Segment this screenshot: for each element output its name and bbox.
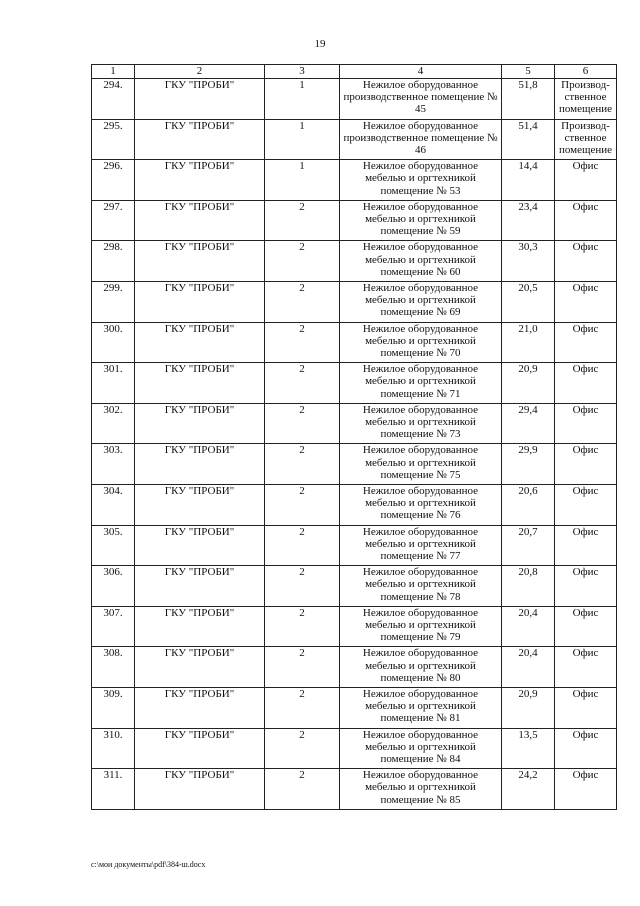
usage-purpose-cell: Офис (555, 363, 617, 404)
floor-cell: 2 (265, 281, 340, 322)
floor-cell: 2 (265, 363, 340, 404)
row-number-cell: 310. (92, 728, 135, 769)
table-row (92, 566, 617, 607)
row-number-cell: 301. (92, 363, 135, 404)
organization-cell: ГКУ "ПРОБИ" (135, 647, 265, 688)
organization-cell: ГКУ "ПРОБИ" (135, 687, 265, 728)
premises-description-cell: Нежилое оборудованное мебелью и оргтехникой помещение № 59 (340, 200, 502, 241)
usage-purpose-cell: Офис (555, 647, 617, 688)
organization-cell: ГКУ "ПРОБИ" (135, 606, 265, 647)
area-sqm-cell: 21,0 (502, 322, 555, 363)
column-header: 5 (502, 65, 555, 79)
row-number-cell: 306. (92, 566, 135, 607)
usage-purpose-cell: Офис (555, 525, 617, 566)
column-header: 1 (92, 65, 135, 79)
premises-description-cell: Нежилое оборудованное производственное помещение № 45 (340, 79, 502, 120)
table-row (92, 79, 617, 120)
premises-description-cell: Нежилое оборудованное производственное помещение № 46 (340, 119, 502, 160)
premises-table (91, 64, 617, 810)
row-number-cell: 303. (92, 444, 135, 485)
area-sqm-cell: 20,4 (502, 647, 555, 688)
column-header: 2 (135, 65, 265, 79)
usage-purpose-cell: Офис (555, 403, 617, 444)
premises-description-cell: Нежилое оборудованное мебелью и оргтехникой помещение № 80 (340, 647, 502, 688)
floor-cell: 1 (265, 119, 340, 160)
row-number-cell: 302. (92, 403, 135, 444)
usage-purpose-cell: Офис (555, 606, 617, 647)
usage-purpose-cell: Офис (555, 241, 617, 282)
usage-purpose-cell: Производ-ственное помещение (555, 119, 617, 160)
organization-cell: ГКУ "ПРОБИ" (135, 119, 265, 160)
area-sqm-cell: 20,5 (502, 281, 555, 322)
document-file-path: c:\мои документы\pdf\384-ш.docx (91, 860, 206, 869)
premises-description-cell: Нежилое оборудованное мебелью и оргтехникой помещение № 71 (340, 363, 502, 404)
premises-description-cell: Нежилое оборудованное мебелью и оргтехникой помещение № 76 (340, 484, 502, 525)
usage-purpose-cell: Офис (555, 281, 617, 322)
floor-cell: 2 (265, 769, 340, 810)
table-row (92, 363, 617, 404)
area-sqm-cell: 24,2 (502, 769, 555, 810)
row-number-cell: 294. (92, 79, 135, 120)
row-number-cell: 300. (92, 322, 135, 363)
organization-cell: ГКУ "ПРОБИ" (135, 403, 265, 444)
organization-cell: ГКУ "ПРОБИ" (135, 281, 265, 322)
area-sqm-cell: 14,4 (502, 160, 555, 201)
column-header: 3 (265, 65, 340, 79)
premises-description-cell: Нежилое оборудованное мебелью и оргтехникой помещение № 75 (340, 444, 502, 485)
organization-cell: ГКУ "ПРОБИ" (135, 525, 265, 566)
row-number-cell: 298. (92, 241, 135, 282)
table-row (92, 728, 617, 769)
floor-cell: 2 (265, 403, 340, 444)
usage-purpose-cell: Производ-ственное помещение (555, 79, 617, 120)
table-body (92, 79, 617, 810)
table-row (92, 687, 617, 728)
table-header-row (92, 65, 617, 79)
floor-cell: 2 (265, 606, 340, 647)
organization-cell: ГКУ "ПРОБИ" (135, 160, 265, 201)
organization-cell: ГКУ "ПРОБИ" (135, 728, 265, 769)
area-sqm-cell: 29,4 (502, 403, 555, 444)
area-sqm-cell: 20,9 (502, 687, 555, 728)
organization-cell: ГКУ "ПРОБИ" (135, 241, 265, 282)
floor-cell: 1 (265, 160, 340, 201)
area-sqm-cell: 29,9 (502, 444, 555, 485)
usage-purpose-cell: Офис (555, 444, 617, 485)
floor-cell: 2 (265, 322, 340, 363)
usage-purpose-cell: Офис (555, 566, 617, 607)
area-sqm-cell: 23,4 (502, 200, 555, 241)
floor-cell: 2 (265, 647, 340, 688)
organization-cell: ГКУ "ПРОБИ" (135, 566, 265, 607)
premises-description-cell: Нежилое оборудованное мебелью и оргтехникой помещение № 79 (340, 606, 502, 647)
organization-cell: ГКУ "ПРОБИ" (135, 322, 265, 363)
premises-description-cell: Нежилое оборудованное мебелью и оргтехникой помещение № 60 (340, 241, 502, 282)
floor-cell: 2 (265, 728, 340, 769)
area-sqm-cell: 20,4 (502, 606, 555, 647)
page-number: 19 (314, 38, 326, 50)
table-row (92, 200, 617, 241)
organization-cell: ГКУ "ПРОБИ" (135, 79, 265, 120)
usage-purpose-cell: Офис (555, 728, 617, 769)
table-row (92, 647, 617, 688)
table-row (92, 769, 617, 810)
premises-description-cell: Нежилое оборудованное мебелью и оргтехникой помещение № 69 (340, 281, 502, 322)
row-number-cell: 311. (92, 769, 135, 810)
floor-cell: 2 (265, 525, 340, 566)
area-sqm-cell: 20,9 (502, 363, 555, 404)
row-number-cell: 304. (92, 484, 135, 525)
table-row (92, 119, 617, 160)
table-row (92, 525, 617, 566)
table-row (92, 403, 617, 444)
floor-cell: 2 (265, 444, 340, 485)
floor-cell: 2 (265, 200, 340, 241)
organization-cell: ГКУ "ПРОБИ" (135, 200, 265, 241)
column-header: 4 (340, 65, 502, 79)
premises-description-cell: Нежилое оборудованное мебелью и оргтехникой помещение № 53 (340, 160, 502, 201)
organization-cell: ГКУ "ПРОБИ" (135, 769, 265, 810)
premises-description-cell: Нежилое оборудованное мебелью и оргтехникой помещение № 81 (340, 687, 502, 728)
area-sqm-cell: 20,6 (502, 484, 555, 525)
premises-description-cell: Нежилое оборудованное мебелью и оргтехникой помещение № 85 (340, 769, 502, 810)
organization-cell: ГКУ "ПРОБИ" (135, 363, 265, 404)
usage-purpose-cell: Офис (555, 687, 617, 728)
area-sqm-cell: 20,7 (502, 525, 555, 566)
area-sqm-cell: 30,3 (502, 241, 555, 282)
usage-purpose-cell: Офис (555, 322, 617, 363)
table-row (92, 281, 617, 322)
area-sqm-cell: 20,8 (502, 566, 555, 607)
column-header: 6 (555, 65, 617, 79)
premises-description-cell: Нежилое оборудованное мебелью и оргтехникой помещение № 84 (340, 728, 502, 769)
table-row (92, 241, 617, 282)
row-number-cell: 299. (92, 281, 135, 322)
area-sqm-cell: 13,5 (502, 728, 555, 769)
premises-description-cell: Нежилое оборудованное мебелью и оргтехникой помещение № 77 (340, 525, 502, 566)
row-number-cell: 297. (92, 200, 135, 241)
row-number-cell: 305. (92, 525, 135, 566)
row-number-cell: 309. (92, 687, 135, 728)
row-number-cell: 308. (92, 647, 135, 688)
usage-purpose-cell: Офис (555, 484, 617, 525)
usage-purpose-cell: Офис (555, 200, 617, 241)
table-row (92, 322, 617, 363)
floor-cell: 2 (265, 687, 340, 728)
row-number-cell: 295. (92, 119, 135, 160)
area-sqm-cell: 51,4 (502, 119, 555, 160)
row-number-cell: 296. (92, 160, 135, 201)
floor-cell: 1 (265, 79, 340, 120)
usage-purpose-cell: Офис (555, 160, 617, 201)
organization-cell: ГКУ "ПРОБИ" (135, 444, 265, 485)
usage-purpose-cell: Офис (555, 769, 617, 810)
table-row (92, 484, 617, 525)
premises-description-cell: Нежилое оборудованное мебелью и оргтехникой помещение № 73 (340, 403, 502, 444)
table-row (92, 160, 617, 201)
table-row (92, 606, 617, 647)
premises-description-cell: Нежилое оборудованное мебелью и оргтехникой помещение № 70 (340, 322, 502, 363)
premises-description-cell: Нежилое оборудованное мебелью и оргтехникой помещение № 78 (340, 566, 502, 607)
row-number-cell: 307. (92, 606, 135, 647)
table-row (92, 444, 617, 485)
organization-cell: ГКУ "ПРОБИ" (135, 484, 265, 525)
floor-cell: 2 (265, 241, 340, 282)
area-sqm-cell: 51,8 (502, 79, 555, 120)
floor-cell: 2 (265, 484, 340, 525)
floor-cell: 2 (265, 566, 340, 607)
